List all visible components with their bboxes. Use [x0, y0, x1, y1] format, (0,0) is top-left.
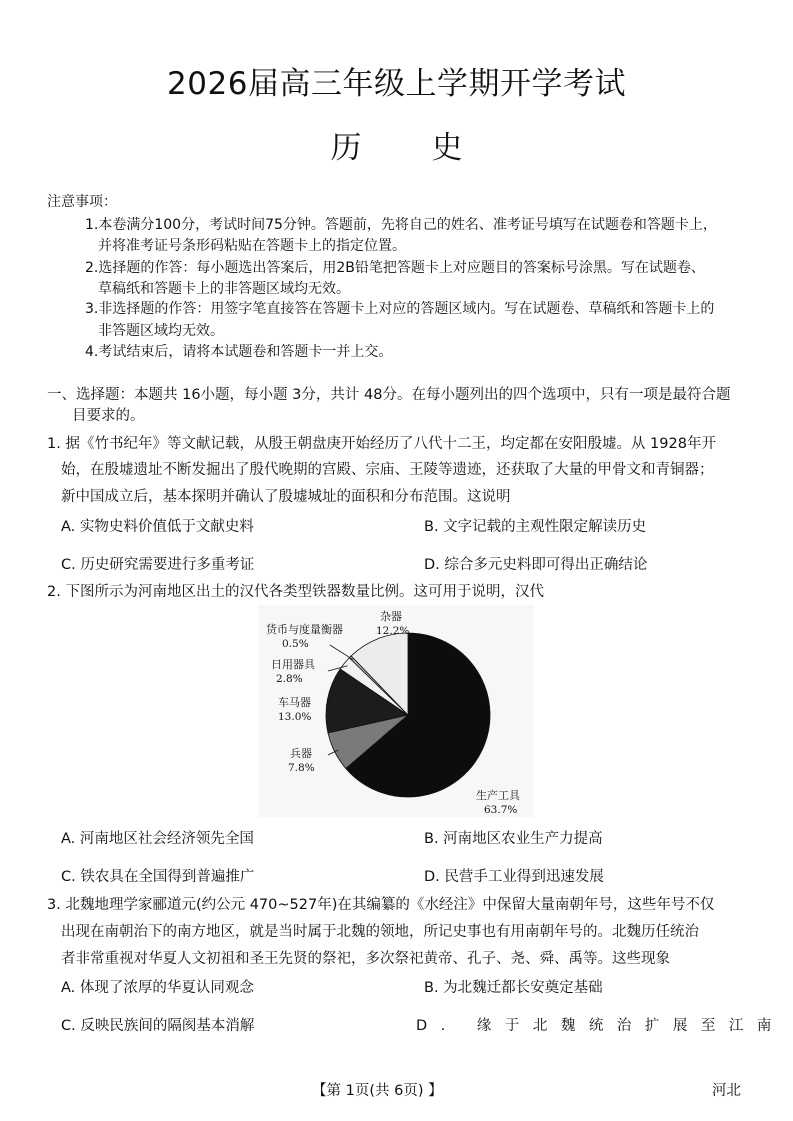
note-4: 4.考试结束后，请将本试题卷和答题卡一并上交。	[85, 344, 393, 360]
q2-option-c: C. 铁农具在全国得到普遍推广	[61, 869, 255, 885]
note-1-line-2: 并将准考证号条形码粘贴在答题卡上的指定位置。	[98, 238, 406, 254]
iron-tools-pie-chart	[258, 605, 534, 817]
label-name-misc: 杂器	[380, 610, 402, 623]
q1-stem-line-3: 新中国成立后，基本探明并确认了殷墟城址的面积和分布范围。这说明	[61, 489, 511, 505]
label-name-daily: 日用器具	[271, 658, 315, 671]
note-2-line-2: 草稿纸和答题卡上的非答题区域均无效。	[98, 281, 350, 297]
q2-stem: 2. 下图所示为河南地区出土的汉代各类型铁器数量比例。这可用于说明，汉代	[47, 584, 544, 600]
label-value-production: 63.7%	[484, 804, 518, 816]
note-3-line-1: 3.非选择题的作答：用签字笔直接答在答题卡上对应的答题区域内。写在试题卷、草稿纸和答题卡上的	[85, 301, 715, 317]
q1-option-a: A. 实物史料价值低于文献史料	[61, 519, 254, 535]
subject-title	[0, 122, 793, 167]
note-2-line-1: 2.选择题的作答：每小题选出答案后，用2B铅笔把答题卡上对应题目的答案标号涂黑。写在试题卷、	[85, 260, 705, 276]
note-1-line-1: 1.本卷满分100分，考试时间75分钟。答题前，先将自己的姓名、准考证号填写在试题卷和答题卡上，	[85, 217, 717, 233]
q2-option-d: D. 民营手工业得到迅速发展	[424, 869, 604, 885]
q1-option-c: C. 历史研究需要进行多重考证	[61, 557, 255, 573]
q2-option-b: B. 河南地区农业生产力提高	[424, 831, 603, 847]
q3-option-c: C. 反映民族间的隔阂基本消解	[61, 1018, 255, 1034]
label-value-currency: 0.5%	[282, 638, 309, 650]
label-name-chariot: 车马器	[278, 696, 311, 709]
label-value-misc: 12.2%	[376, 625, 410, 637]
page-number: 【第 1页(共 6页) 】	[312, 1083, 443, 1099]
label-value-daily: 2.8%	[276, 673, 303, 685]
label-value-weapons: 7.8%	[288, 762, 315, 774]
region-label: 河北	[712, 1083, 741, 1099]
subject-char-right: 史	[431, 130, 463, 166]
notes-heading: 注意事项：	[47, 194, 117, 210]
label-name-currency: 货币与度量衡器	[266, 623, 343, 636]
label-value-chariot: 13.0%	[278, 711, 312, 723]
section-heading-line-1: 一、选择题：本题共 16小题，每小题 3分，共计 48分。在每小题列出的四个选项中，只有一项是最符合题	[47, 387, 731, 403]
q1-stem-line-2: 始，在殷墟遗址不断发掘出了殷代晚期的宫殿、宗庙、王陵等遗迹，还获取了大量的甲骨文和青铜器；	[61, 462, 714, 478]
q3-option-b: B. 为北魏迁都长安奠定基础	[424, 980, 603, 996]
q3-option-d: D. 缘于北魏统治扩展至江南	[416, 1018, 785, 1034]
note-3-line-2: 非答题区域均无效。	[98, 323, 224, 339]
subject-char-left: 历	[330, 130, 362, 166]
q3-stem-line-2: 出现在南朝治下的南方地区，就是当时属于北魏的领地，所记史事也有用南朝年号的。北魏历任统治	[61, 924, 699, 940]
q3-stem-line-3: 者非常重视对华夏人文初祖和圣王先贤的祭祀，多次祭祀黄帝、孔子、尧、舜、禹等。这些现象	[61, 951, 670, 967]
q3-option-a: A. 体现了浓厚的华夏认同观念	[61, 980, 254, 996]
section-heading-line-2: 目要求的。	[72, 408, 145, 424]
q1-stem-line-1: 1. 据《竹书纪年》等文献记载，从殷王朝盘庚开始经历了八代十二王，均定都在安阳殷墟。从 1928年开	[47, 436, 716, 452]
q2-option-a: A. 河南地区社会经济领先全国	[61, 831, 254, 847]
q1-option-b: B. 文字记载的主观性限定解读历史	[424, 519, 647, 535]
exam-title: 2026届高三年级上学期开学考试	[167, 66, 626, 102]
label-name-production: 生产工具	[476, 789, 520, 802]
label-name-weapons: 兵器	[290, 747, 312, 760]
q3-stem-line-1: 3. 北魏地理学家郦道元(约公元 470~527年)在其编纂的《水经注》中保留大量南朝年号，这些年号不仅	[47, 897, 715, 913]
q1-option-d: D. 综合多元史料即可得出正确结论	[424, 557, 648, 573]
